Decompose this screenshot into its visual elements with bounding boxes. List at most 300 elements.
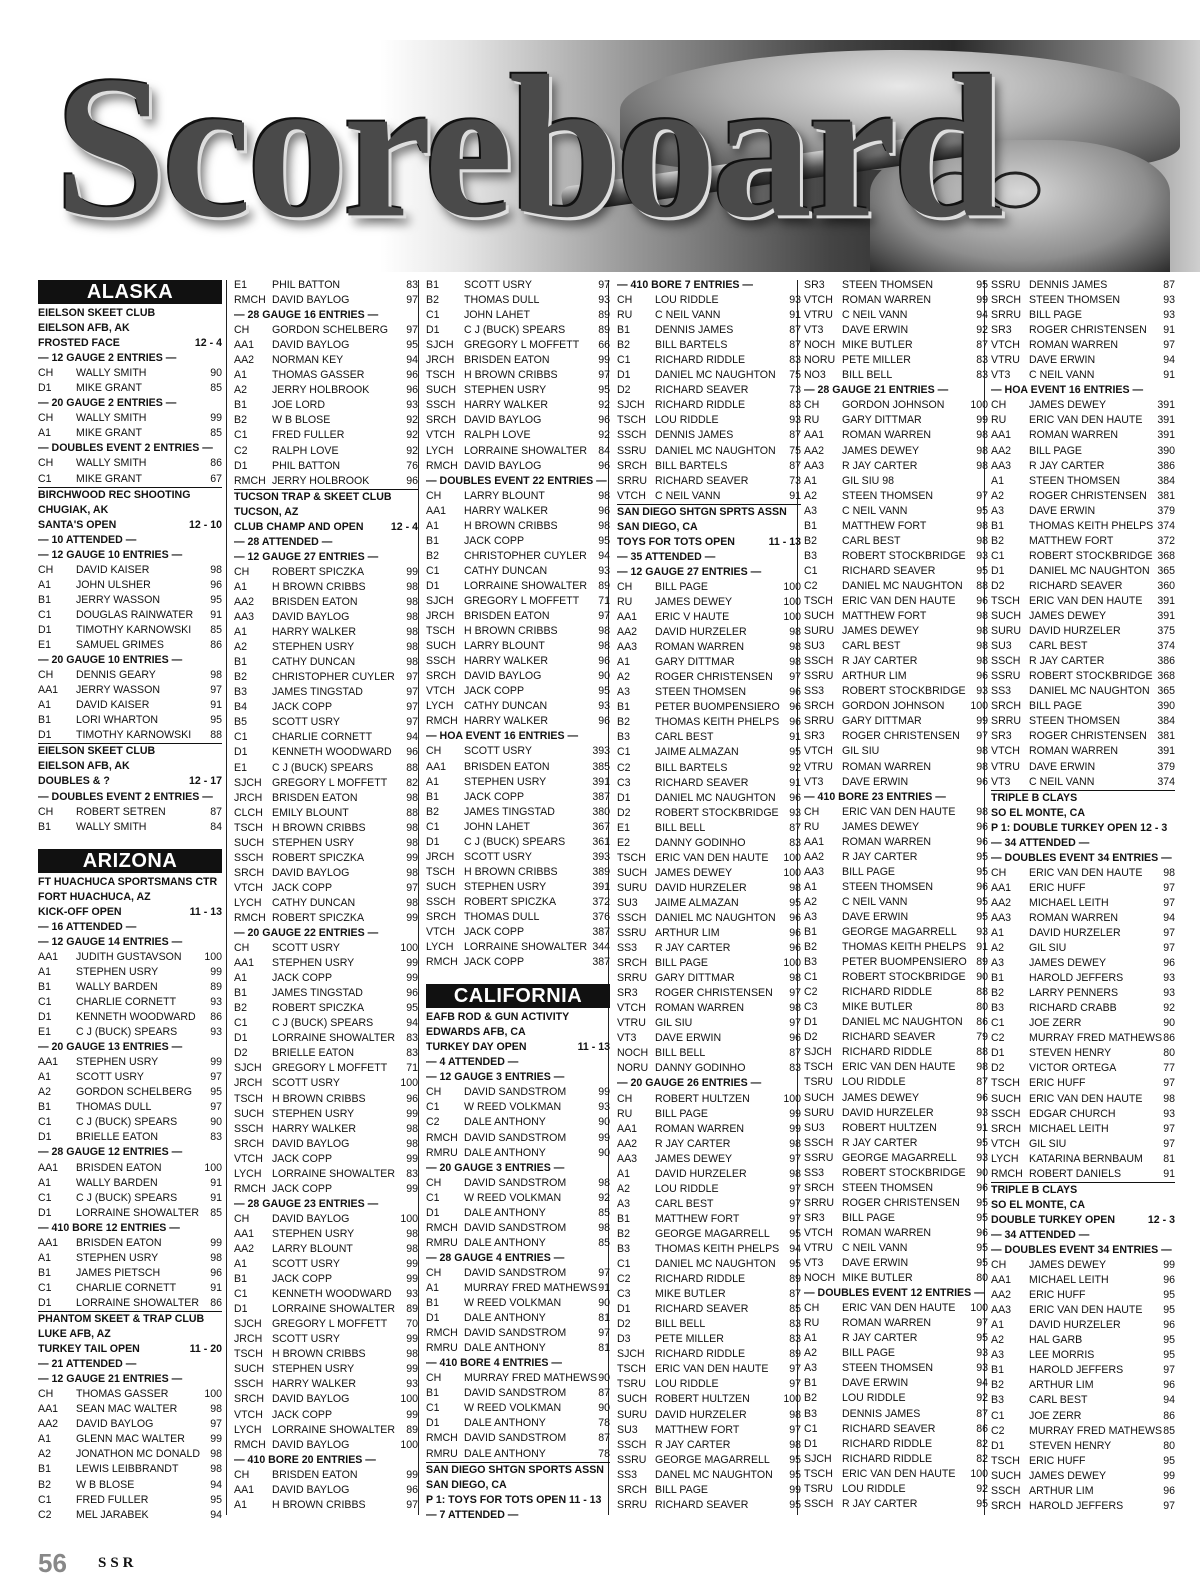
result-row	[991, 1333, 1175, 1348]
result-row	[804, 850, 988, 865]
score: 93	[789, 414, 801, 427]
result-row	[617, 986, 801, 1001]
class-code: SURU	[617, 881, 648, 894]
result-row	[38, 1281, 222, 1296]
class-code: SR3	[804, 279, 825, 291]
score: 100	[970, 399, 988, 412]
score: 98	[789, 641, 801, 654]
result-row	[234, 1242, 418, 1257]
class-code: B1	[38, 1266, 51, 1279]
score: 97	[1163, 1122, 1175, 1135]
shooter-name: RALPH LOVE	[272, 444, 339, 457]
shooter-name: MICHAEL LEITH	[1029, 1274, 1109, 1287]
score: 96	[406, 987, 418, 1000]
class-code: D1	[804, 1016, 818, 1029]
result-row	[234, 881, 418, 896]
shooter-name: LORRAINE SHOWALTER	[76, 1206, 200, 1219]
score: 91	[1163, 1167, 1175, 1180]
score: 96	[406, 1483, 418, 1496]
class-code: B1	[991, 972, 1004, 985]
score: 85	[210, 382, 222, 395]
result-row	[426, 398, 610, 413]
class-code: LYCH	[234, 1167, 262, 1180]
result-row	[991, 1001, 1175, 1016]
score: 94	[976, 309, 988, 322]
class-code: B2	[426, 294, 439, 307]
class-code: C1	[426, 1191, 440, 1204]
score: 93	[789, 294, 801, 307]
result-row	[38, 1432, 222, 1447]
class-code: RMCH	[426, 459, 458, 472]
class-code: C1	[426, 1402, 440, 1415]
score: 85	[598, 1236, 610, 1249]
class-code: VTRU	[617, 1017, 646, 1030]
score: 100	[400, 1393, 418, 1406]
shooter-name: JAIME ALMAZAN	[655, 746, 739, 759]
class-code: TSCH	[991, 1077, 1020, 1090]
result-row	[426, 428, 610, 443]
club-heading	[426, 1462, 610, 1478]
result-row	[234, 1408, 418, 1423]
result-row	[426, 1146, 610, 1161]
result-row	[991, 624, 1175, 639]
shooter-name: GARY DITTMAR	[655, 656, 735, 669]
score: 96	[598, 655, 610, 668]
magazine-name: SSR	[98, 1555, 138, 1571]
score: 92	[406, 444, 418, 457]
club-heading-text: SAN DIEGO, CA	[426, 1478, 507, 1491]
result-row	[38, 1010, 222, 1025]
club-heading	[991, 821, 1175, 836]
result-row	[617, 791, 801, 806]
result-row	[804, 775, 988, 790]
score: 91	[789, 776, 801, 789]
shooter-name: DAVID BAYLOG	[76, 1418, 154, 1431]
shooter-name: CHRISTOPHER CUYLER	[464, 549, 587, 562]
class-code: C1	[234, 1017, 248, 1030]
result-row	[38, 411, 222, 426]
score: 96	[789, 716, 801, 729]
club-heading-text: EIELSON AFB, AK	[38, 760, 130, 773]
class-code: B3	[617, 1243, 630, 1255]
shooter-name: C J (BUCK) SPEARS	[76, 1191, 178, 1204]
shooter-name: EDGAR CHURCH	[1029, 1107, 1116, 1120]
shooter-name: HARRY WALKER	[464, 655, 548, 668]
result-row	[426, 368, 610, 383]
results-column-3	[426, 278, 610, 1523]
score: 80	[976, 1001, 988, 1014]
shooter-name: JERRY HOLBROOK	[272, 474, 370, 487]
result-row	[234, 1122, 418, 1137]
shooter-name: R JAY CARTER	[1029, 459, 1105, 472]
score: 96	[598, 504, 610, 517]
shooter-name: JUDITH GUSTAVSON	[76, 950, 182, 963]
class-code: C2	[617, 1273, 631, 1286]
result-row	[617, 1317, 801, 1332]
score: 100	[783, 957, 801, 970]
result-row	[38, 805, 222, 820]
shooter-name: H BROWN CRIBBS	[272, 580, 366, 593]
score: 91	[210, 1176, 222, 1189]
result-row	[991, 1273, 1175, 1288]
class-code: CH	[991, 1259, 1007, 1272]
result-row	[426, 609, 610, 624]
score: 90	[976, 971, 988, 984]
club-heading	[426, 1025, 610, 1040]
class-code: VT3	[804, 775, 824, 788]
shooter-name: C NEIL VANN	[655, 489, 721, 502]
class-code: A1	[234, 369, 247, 382]
class-code: LYCH	[234, 896, 262, 909]
class-code: SU3	[804, 640, 825, 653]
result-row	[804, 865, 988, 880]
result-row	[426, 760, 610, 775]
class-code: JRCH	[234, 1333, 263, 1346]
score: 80	[976, 1272, 988, 1285]
score: 98	[976, 760, 988, 773]
result-row	[804, 1241, 988, 1256]
state-heading: ARIZONA	[38, 849, 222, 873]
shooter-name: JACK COPP	[272, 701, 333, 714]
shooter-name: JACK COPP	[272, 972, 333, 985]
shooter-name: MEL JARABEK	[76, 1508, 149, 1521]
score: 98	[598, 640, 610, 653]
class-code: CLCH	[234, 806, 263, 819]
shooter-name: ERIC HUFF	[1029, 1454, 1086, 1467]
score: 94	[406, 731, 418, 744]
shooter-name: R JAY CARTER	[842, 1497, 918, 1510]
score: 99	[406, 1333, 418, 1346]
result-row	[426, 1176, 610, 1191]
class-code: RMCH	[234, 911, 266, 924]
score: 66	[598, 339, 610, 352]
shooter-name: STEEN THOMSEN	[842, 1362, 934, 1375]
score: 96	[789, 927, 801, 940]
shooter-name: JACK COPP	[464, 926, 525, 939]
result-row	[991, 549, 1175, 564]
class-code: VTCH	[234, 881, 263, 894]
shooter-name: SCOTT USRY	[464, 279, 532, 291]
shooter-name: LORRAINE SHOWALTER	[464, 444, 588, 457]
club-heading	[617, 535, 801, 550]
shooter-name: TIMOTHY KARNOWSKI	[76, 729, 192, 742]
class-code: NO3	[804, 369, 826, 382]
class-code: A1	[426, 519, 439, 532]
club-heading-text: CHUGIAK, AK	[38, 503, 109, 516]
result-row	[426, 323, 610, 338]
class-code: SSCH	[991, 655, 1021, 668]
result-row	[804, 338, 988, 353]
class-code: CH	[38, 563, 54, 576]
score: 90	[598, 670, 610, 683]
shooter-name: ROMAN WARREN	[842, 835, 932, 848]
class-code: SRCH	[804, 700, 835, 713]
shooter-name: JERRY WASSON	[76, 684, 160, 697]
club-heading	[991, 1198, 1175, 1213]
shooter-name: GEORGE MAGARRELL	[655, 1227, 770, 1240]
class-code: VTRU	[991, 760, 1020, 773]
score: 96	[210, 1266, 222, 1279]
score: 391	[592, 775, 610, 788]
shooter-name: JACK COPP	[272, 1182, 333, 1195]
class-code: SURU	[804, 625, 835, 638]
score: 88	[976, 579, 988, 592]
shooter-name: HARRY WALKER	[272, 1122, 356, 1135]
score: 98	[406, 595, 418, 608]
shooter-name: ROMAN WARREN	[842, 294, 932, 307]
shooter-name: W REED VOLKMAN	[464, 1402, 562, 1415]
result-row	[426, 714, 610, 729]
shooter-name: LORRAINE SHOWALTER	[272, 1167, 396, 1180]
result-row	[804, 1045, 988, 1060]
class-code: E1	[38, 1026, 51, 1039]
shooter-name: GREGORY L MOFFETT	[272, 776, 388, 789]
shooter-name: ROGER CHRISTENSEN	[842, 1196, 960, 1209]
result-row	[234, 685, 418, 700]
class-code: C3	[617, 1288, 631, 1301]
result-row	[617, 459, 801, 474]
shooter-name: GEORGE MAGARRELL	[842, 1151, 957, 1164]
result-row	[426, 744, 610, 759]
class-code: AA2	[38, 1418, 59, 1431]
result-row	[617, 489, 801, 504]
score: 95	[976, 1196, 988, 1209]
result-row	[234, 700, 418, 715]
result-row	[804, 519, 988, 534]
result-row	[234, 1046, 418, 1061]
score: 98	[789, 972, 801, 985]
class-code: AA1	[234, 1227, 255, 1240]
class-code: A2	[617, 671, 630, 684]
club-heading-text: SO EL MONTE, CA	[991, 1198, 1085, 1211]
shooter-name: MATTHEW FORT	[842, 519, 927, 532]
score: 79	[976, 1031, 988, 1044]
result-row	[617, 1377, 801, 1392]
result-row	[991, 444, 1175, 459]
shooter-name: CARL BEST	[655, 731, 714, 744]
event-date: 12 - 4	[194, 337, 222, 350]
result-row	[804, 624, 988, 639]
shooter-name: RICHARD SEAVER	[842, 1031, 936, 1044]
result-row	[617, 580, 801, 595]
class-code: AA2	[804, 444, 825, 457]
score: 99	[406, 957, 418, 970]
result-row	[426, 564, 610, 579]
result-row	[234, 1287, 418, 1302]
score: 99	[210, 1236, 222, 1249]
state-heading: ALASKA	[38, 280, 222, 304]
score: 77	[1163, 1062, 1175, 1075]
score: 75	[789, 444, 801, 457]
result-row	[804, 1467, 988, 1482]
class-code: D1	[38, 1206, 52, 1219]
club-heading	[38, 743, 222, 759]
score: 99	[406, 1363, 418, 1376]
club-heading-text: DOUBLE TURKEY OPEN	[991, 1213, 1116, 1226]
score: 99	[976, 414, 988, 427]
result-row	[38, 1055, 222, 1070]
score: 85	[210, 427, 222, 440]
class-code: LYCH	[426, 444, 454, 457]
result-row	[617, 1122, 801, 1137]
score: 91	[976, 941, 988, 954]
score: 85	[789, 1303, 801, 1316]
shooter-name: DAVID HURZELER	[655, 626, 747, 639]
shooter-name: ROGER CHRISTENSEN	[842, 730, 960, 743]
score: 91	[210, 1191, 222, 1204]
result-row	[804, 308, 988, 323]
result-row	[38, 1130, 222, 1145]
result-row	[804, 1091, 988, 1106]
score: 71	[406, 1062, 418, 1075]
score: 391	[1157, 429, 1175, 442]
score: 96	[406, 384, 418, 397]
result-row	[234, 1092, 418, 1107]
score: 95	[789, 1468, 801, 1481]
club-heading-text: TOYS FOR TOTS OPEN	[617, 535, 735, 548]
shooter-name: CATHY DUNCAN	[272, 656, 356, 669]
class-code: B3	[234, 686, 247, 699]
results-column-1	[38, 278, 222, 1523]
score: 98	[406, 1348, 418, 1361]
score: 93	[976, 1106, 988, 1119]
result-row	[617, 474, 801, 489]
class-code: AA2	[804, 850, 825, 863]
score: 99	[789, 1483, 801, 1496]
score: 96	[598, 715, 610, 728]
score: 97	[1163, 1499, 1175, 1512]
score: 92	[598, 1191, 610, 1204]
result-row	[991, 1393, 1175, 1408]
result-row	[617, 1302, 801, 1317]
result-row	[426, 413, 610, 428]
class-code: RMCH	[426, 1131, 458, 1144]
score: 98	[789, 1137, 801, 1150]
class-code: SS3	[617, 942, 638, 955]
score: 97	[976, 489, 988, 502]
class-code: VTCH	[426, 429, 455, 442]
score: 97	[789, 1363, 801, 1376]
score: 89	[789, 1273, 801, 1286]
class-code: AA1	[38, 1161, 59, 1174]
event-heading: — 4 ATTENDED —	[426, 1056, 519, 1069]
result-row	[426, 308, 610, 323]
score: 90	[210, 367, 222, 380]
class-code: CH	[804, 805, 820, 818]
class-code: B1	[38, 1463, 51, 1476]
shooter-name: GREGORY L MOFFETT	[272, 1318, 388, 1331]
class-code: B2	[426, 549, 439, 562]
class-code: SSCH	[991, 1484, 1021, 1497]
event-heading: — 12 GAUGE 2 ENTRIES —	[38, 352, 177, 365]
class-code: A1	[617, 656, 630, 669]
result-row	[38, 1161, 222, 1176]
score: 80	[1163, 1047, 1175, 1060]
shooter-name: SCOTT USRY	[272, 1333, 340, 1346]
result-row	[617, 338, 801, 353]
result-row	[38, 638, 222, 653]
score: 391	[1157, 414, 1175, 427]
result-row	[991, 293, 1175, 308]
shooter-name: GREGORY L MOFFETT	[464, 339, 580, 352]
shooter-name: BILL BELL	[655, 1047, 706, 1060]
class-code: SRCH	[804, 1181, 835, 1194]
shooter-name: HAROLD JEFFERS	[1029, 972, 1124, 985]
club-heading-text: TURKEY DAY OPEN	[426, 1041, 527, 1054]
class-code: SU3	[804, 1121, 825, 1134]
class-code: SRRU	[617, 474, 648, 487]
results-column-5	[804, 278, 988, 1512]
class-code: SJCH	[426, 339, 454, 352]
class-code: NOCH	[804, 1272, 836, 1285]
column-divider	[226, 280, 227, 1515]
result-row	[234, 730, 418, 745]
result-row	[426, 775, 610, 790]
class-code: RU	[617, 595, 633, 608]
result-row	[426, 910, 610, 925]
class-code: RMRU	[426, 1447, 458, 1460]
result-row	[426, 353, 610, 368]
result-row	[234, 1061, 418, 1076]
shooter-name: DALE ANTHONY	[464, 1116, 546, 1129]
shooter-name: BILL PAGE	[655, 1483, 708, 1496]
shooter-name: FRED FULLER	[76, 1493, 149, 1506]
class-code: D3	[617, 1333, 631, 1346]
shooter-name: LORRAINE SHOWALTER	[464, 941, 588, 954]
result-row	[234, 595, 418, 610]
class-code: A1	[38, 1433, 51, 1446]
class-code: B1	[426, 790, 439, 803]
shooter-name: JACK COPP	[464, 534, 525, 547]
score: 97	[598, 1327, 610, 1340]
score: 88	[976, 986, 988, 999]
class-code: SRCH	[234, 866, 265, 879]
score: 384	[1157, 474, 1175, 487]
shooter-name: JAMES DEWEY	[842, 625, 920, 638]
event-heading: — 410 BORE 4 ENTRIES —	[426, 1357, 562, 1370]
class-code: A3	[991, 504, 1004, 517]
shooter-name: CHARLIE CORNETT	[76, 996, 177, 1009]
class-code: C2	[991, 1032, 1005, 1045]
result-row	[38, 472, 222, 487]
event-heading: — 410 BORE 12 ENTRIES —	[38, 1221, 180, 1234]
score: 89	[598, 309, 610, 322]
score: 100	[783, 595, 801, 608]
shooter-name: ROBERT SPICZKA	[272, 1002, 365, 1015]
score: 90	[598, 1297, 610, 1310]
class-code: C2	[38, 1508, 52, 1521]
class-code: SR3	[804, 1211, 825, 1224]
result-row	[38, 698, 222, 713]
score: 92	[406, 414, 418, 427]
result-row	[804, 654, 988, 669]
score: 92	[976, 1482, 988, 1495]
class-code: D1	[426, 324, 440, 337]
score: 367	[592, 820, 610, 833]
club-heading-text: SANTA'S OPEN	[38, 518, 117, 531]
shooter-name: BILL PAGE	[655, 1107, 708, 1120]
class-code: AA1	[38, 950, 59, 963]
shooter-name: JAMES DEWEY	[1029, 957, 1107, 970]
result-row	[991, 1107, 1175, 1122]
result-row	[617, 926, 801, 941]
score: 99	[789, 1122, 801, 1135]
score: 92	[1163, 1002, 1175, 1015]
shooter-name: DENNIS JAMES	[1029, 279, 1108, 291]
result-row	[804, 835, 988, 850]
score: 390	[1157, 700, 1175, 713]
result-row	[234, 1317, 418, 1332]
